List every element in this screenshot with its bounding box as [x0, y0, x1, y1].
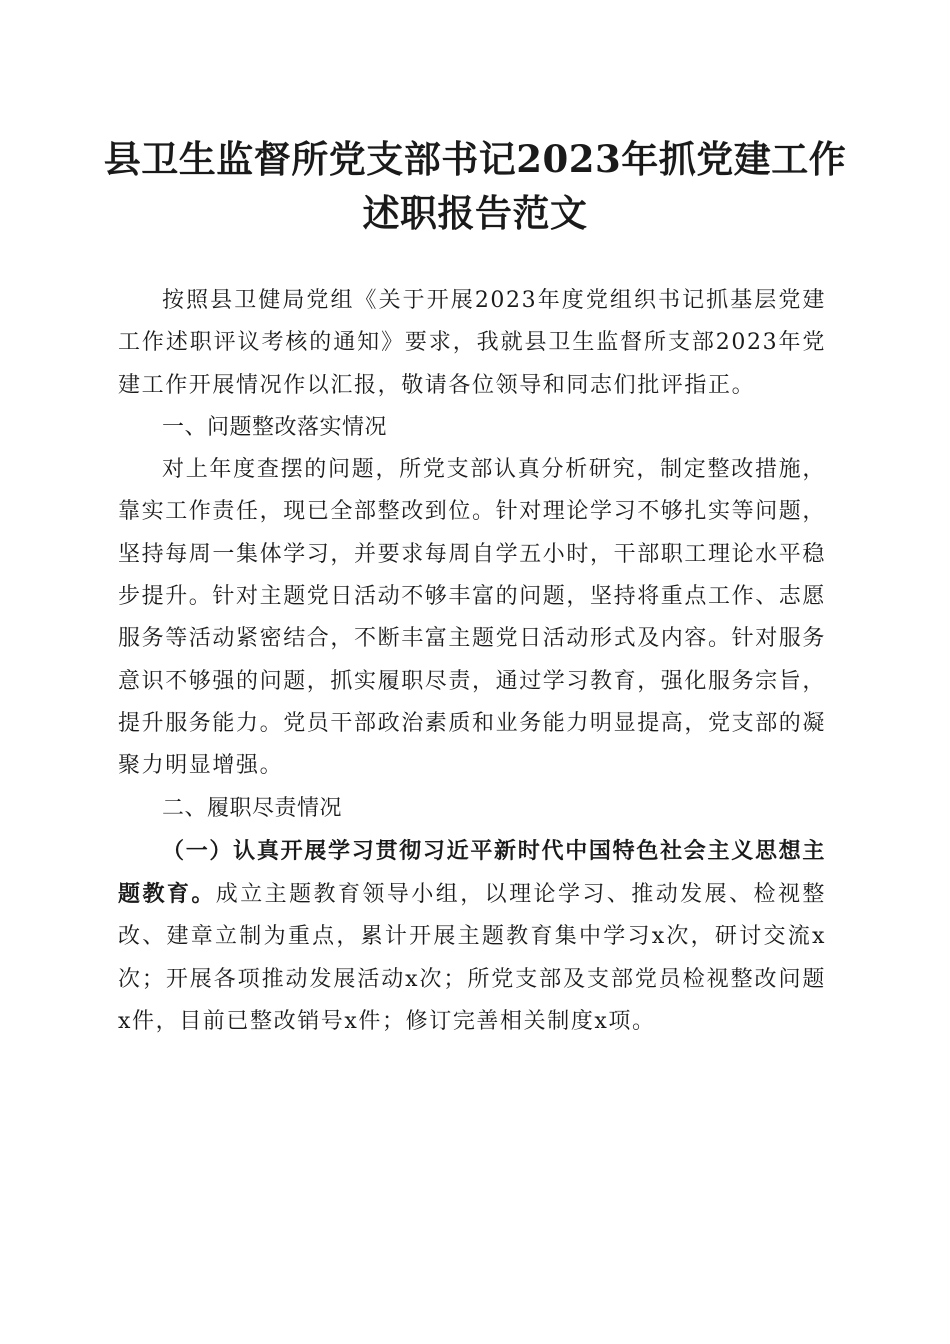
section-2-heading: 二、履职尽责情况 — [162, 795, 343, 821]
section-2-sub-1-text: 成立主题教育领导小组，以理论学习、推动发展、检视整改、建章立制为重点，累计开展主题教育集中学习x次，研讨交流x次；开展各项推动发展活动x次；所党支部及支部党员检视整改问题x件，目前已整改销号x件；修订完善相关制度x项。 — [118, 882, 826, 1035]
title-line-2: 述职报告范文 — [362, 191, 588, 235]
section-2-sub-1-heading: （一）认真开展学习贯彻习近平新时代中国特色社会主义思想主题教育。 — [118, 837, 826, 908]
title-line-1: 县卫生监督所党支部书记2023年抓党建工作 — [103, 137, 847, 181]
section-1-heading: 一、问题整改落实情况 — [162, 414, 388, 440]
document-body — [118, 280, 826, 1043]
section-2-sub-1-paragraph — [118, 830, 826, 1043]
section-1-paragraph: 对上年度查摆的问题，所党支部认真分析研究，制定整改措施，靠实工作责任，现已全部整改到位。针对理论学习不够扎实等问题，坚持每周一集体学习，并要求每周自学五小时，干部职工理论水平稳步提升。针对主题党日活动不够丰富的问题，坚持将重点工作、志愿服务等活动紧密结合，不断丰富主题党日活动形式及内容。针对服务意识不够强的问题，抓实履职尽责，通过学习教育，强化服务宗旨，提升服务能力。党员干部政治素质和业务能力明显提高，党支部的凝聚力明显增强。 — [118, 457, 827, 779]
document-title — [60, 132, 890, 240]
intro-paragraph: 按照县卫健局党组《关于开展2023年度党组织书记抓基层党建工作述职评议考核的通知》要求，我就县卫生监督所支部2023年党建工作开展情况作以汇报，敬请各位领导和同志们批评指正。 — [118, 288, 826, 398]
